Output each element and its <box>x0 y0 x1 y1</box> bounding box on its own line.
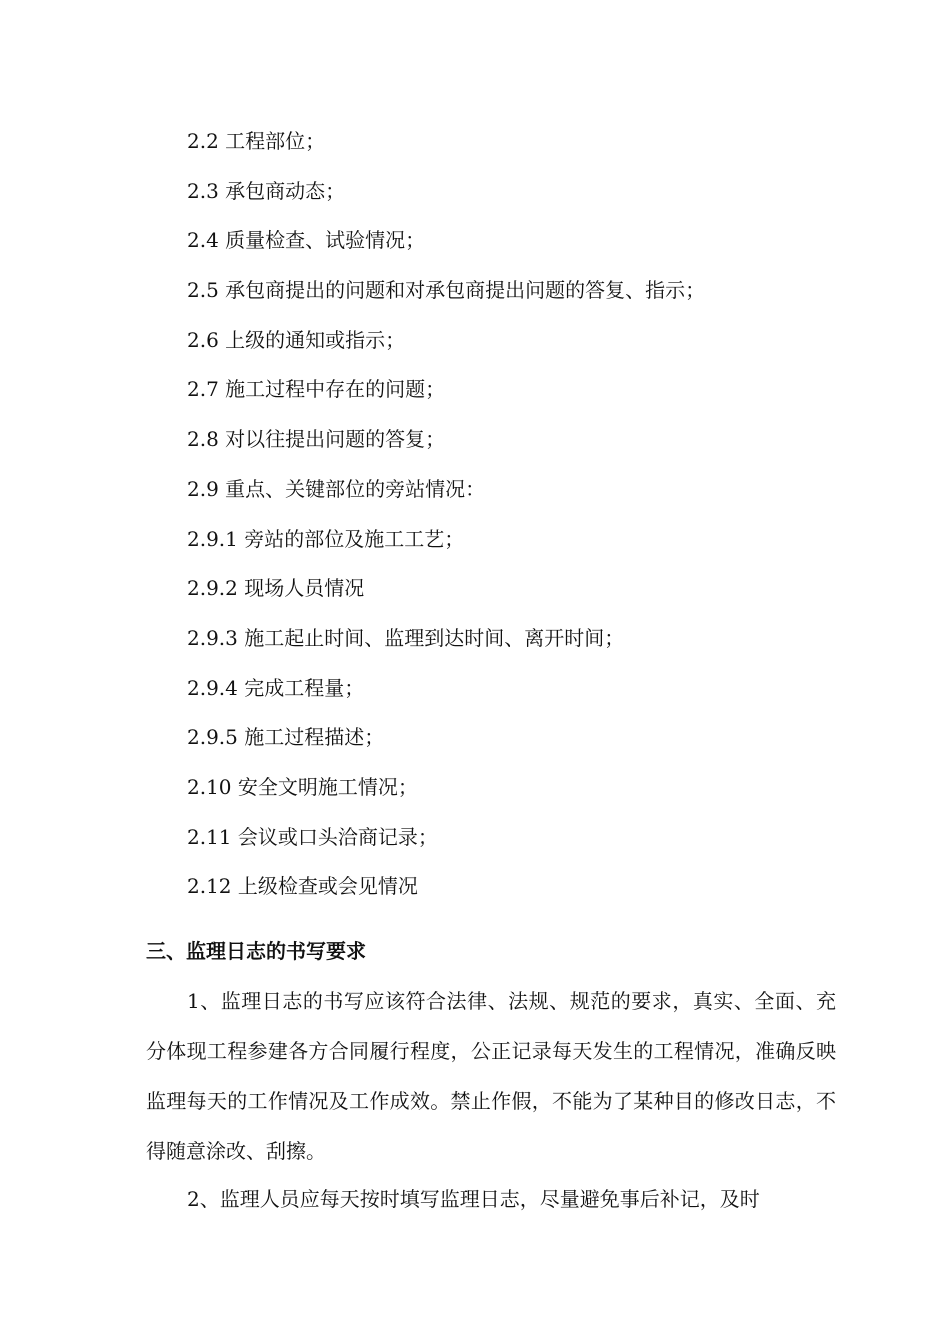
list-item: 2.11 会议或口头洽商记录； <box>187 824 438 849</box>
paragraph-1: 1、监理日志的书写应该符合法律、法规、规范的要求，真实、全面、充分体现工程参建各方合同履行程度，公正记录每天发生的工程情况，准确反映监理每天的工作情况及工作成效。禁止作假，不能为了某种目的修改日志，不得随意涂改、刮擦。 <box>146 989 836 1163</box>
list-item: 2.9.1 旁站的部位及施工工艺； <box>187 526 465 551</box>
list-item: 2.5 承包商提出的问题和对承包商提出问题的答复、指示； <box>187 278 706 303</box>
list-item: 2.9 重点、关键部位的旁站情况： <box>187 476 486 501</box>
list-item: 2.10 安全文明施工情况； <box>187 774 418 799</box>
paragraph-2: 2、监理人员应每天按时填写监理日志，尽量避免事后补记，及时 <box>187 1187 760 1211</box>
log-content-list <box>187 126 867 921</box>
list-item: 2.9.4 完成工程量； <box>187 675 365 700</box>
list-item: 2.2 工程部位； <box>187 129 326 153</box>
list-item: 2.7 施工过程中存在的问题； <box>187 377 446 402</box>
list-item: 2.3 承包商动态； <box>187 178 346 203</box>
list-item: 2.4 质量检查、试验情况； <box>187 228 426 253</box>
list-item: 2.12 上级检查或会见情况 <box>187 874 418 899</box>
list-item: 2.9.5 施工过程描述； <box>187 725 385 750</box>
section-heading: 三、监理日志的书写要求 <box>146 939 366 963</box>
list-item: 2.8 对以往提出问题的答复； <box>187 427 446 452</box>
list-item: 2.9.3 施工起止时间、监理到达时间、离开时间； <box>187 625 625 650</box>
list-item: 2.6 上级的通知或指示； <box>187 327 406 352</box>
list-item: 2.9.2 现场人员情况 <box>187 576 365 601</box>
